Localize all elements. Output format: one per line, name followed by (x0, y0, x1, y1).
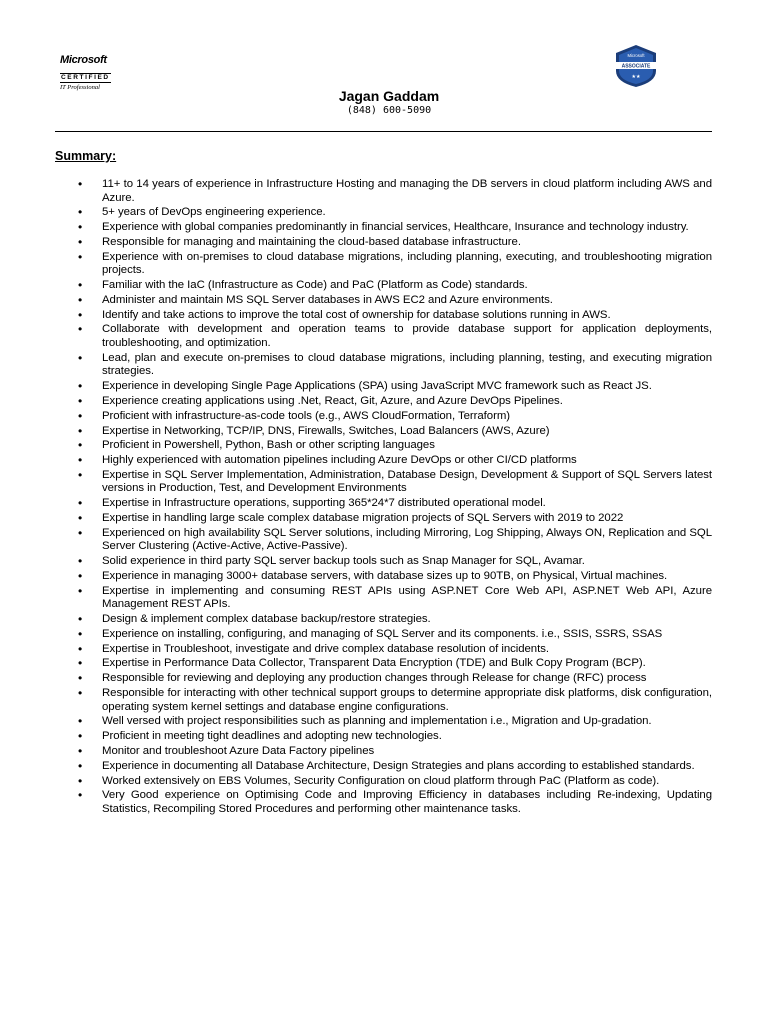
summary-heading: Summary: (55, 149, 117, 163)
summary-item: • Expertise in Troubleshoot, investigate and drive complex database resolution of incidents. (55, 643, 712, 657)
summary-item: • Experience with on-premises to cloud database migrations, including planning, executing, and troubleshooting migration projects. (55, 251, 712, 278)
badge-label: ASSOCIATE (621, 63, 651, 70)
summary-item: • Expertise in Infrastructure operations, supporting 365*24*7 distributed operational model. (55, 497, 712, 511)
summary-item: • Very Good experience on Optimising Code and Improving Efficiency in databases including Re-indexing, Updating Statistics, Recompiling Stored Procedures and performing other maintenance tasks. (55, 789, 712, 816)
summary-item: • Lead, plan and execute on-premises to cloud database migrations, including planning, testing, and executing migration strategies. (55, 352, 712, 379)
summary-item: • Identify and take actions to improve the total cost of ownership for database solutions running in AWS. (55, 309, 712, 323)
summary-item: • Solid experience in third party SQL server backup tools such as Snap Manager for SQL, Avamar. (55, 555, 712, 569)
summary-item: • Experience in managing 3000+ database servers, with database sizes up to 90TB, on Physical, Virtual machines. (55, 570, 712, 584)
summary-item: • Experience in documenting all Database Architecture, Design Strategies and plans according to established standards. (55, 760, 712, 774)
summary-item: • Proficient in Powershell, Python, Bash or other scripting languages (55, 439, 712, 453)
summary-item: • Experience in developing Single Page Applications (SPA) using JavaScript MVC framework such as React JS. (55, 380, 712, 394)
summary-item: • Proficient with infrastructure-as-code tools (e.g., AWS CloudFormation, Terraform) (55, 410, 712, 424)
summary-item: • Expertise in SQL Server Implementation, Administration, Database Design, Development & Support of SQL Servers latest versions in Production, Test, and Development Environments (55, 469, 712, 496)
logo-subtitle: IT Professional (60, 84, 100, 91)
summary-item: • Design & implement complex database backup/restore strategies. (55, 613, 712, 627)
summary-item: • Experienced on high availability SQL Server solutions, including Mirroring, Log Shipping, Always ON, Replication and SQL Server Clustering (Active-Active, Active-Passive). (55, 527, 712, 554)
summary-item: • 5+ years of DevOps engineering experience. (55, 206, 712, 220)
associate-badge-icon (613, 44, 659, 88)
summary-list (55, 178, 712, 818)
summary-item: • Responsible for interacting with other technical support groups to determine appropriate disk platforms, disk configuration, operating system kernel settings and database engine configurations. (55, 687, 712, 714)
logo-brand: Microsoft (60, 54, 107, 66)
summary-item: • Familiar with the IaC (Infrastructure as Code) and PaC (Platform as Code) standards. (55, 279, 712, 293)
header-divider (55, 131, 712, 132)
summary-item: • Expertise in Performance Data Collector, Transparent Data Encryption (TDE) and Bulk Copy Program (BCP). (55, 657, 712, 671)
summary-item: • Monitor and troubleshoot Azure Data Factory pipelines (55, 745, 712, 759)
candidate-name: Jagan Gaddam (338, 88, 440, 104)
summary-item: • Highly experienced with automation pipelines including Azure DevOps or other CI/CD platforms (55, 454, 712, 468)
summary-item: • Experience creating applications using .Net, React, Git, Azure, and Azure DevOps Pipelines. (55, 395, 712, 409)
candidate-phone: (848) 600-5090 (346, 105, 432, 116)
summary-item: • Proficient in meeting tight deadlines and adopting new technologies. (55, 730, 712, 744)
summary-item: • Expertise in handling large scale complex database migration projects of SQL Servers with 2019 to 2022 (55, 512, 712, 526)
summary-item: • Expertise in implementing and consuming REST APIs using ASP.NET Core Web API, ASP.NET Web API, Azure Management REST APIs. (55, 585, 712, 612)
badge-stars: ★★ (631, 74, 641, 80)
summary-item: • Responsible for managing and maintaining the cloud-based database infrastructure. (55, 236, 712, 250)
summary-item: • Collaborate with development and operation teams to provide database support for application deployments, troubleshooting, and optimization. (55, 323, 712, 350)
summary-item: • Experience with global companies predominantly in financial services, Healthcare, Insurance and technology industry. (55, 221, 712, 235)
summary-item: • Expertise in Networking, TCP/IP, DNS, Firewalls, Switches, Load Balancers (AWS, Azure) (55, 425, 712, 439)
resume-header (0, 87, 768, 117)
summary-item: • 11+ to 14 years of experience in Infrastructure Hosting and managing the DB servers in cloud platform including AWS and Azure. (55, 178, 712, 205)
logo-certified: CERTIFIED (61, 74, 110, 81)
summary-item: • Worked extensively on EBS Volumes, Security Configuration on cloud platform through PaC (Platform as code). (55, 775, 712, 789)
badge-top-text: Microsoft (627, 53, 645, 58)
summary-item: • Well versed with project responsibilities such as planning and implementation i.e., Migration and Up-gradation. (55, 715, 712, 729)
summary-item: • Responsible for reviewing and deploying any production changes through Release for change (RFC) process (55, 672, 712, 686)
summary-item: • Experience on installing, configuring, and managing of SQL Server and its components. i.e., SSIS, SSRS, SSAS (55, 628, 712, 642)
summary-item: • Administer and maintain MS SQL Server databases in AWS EC2 and Azure environments. (55, 294, 712, 308)
